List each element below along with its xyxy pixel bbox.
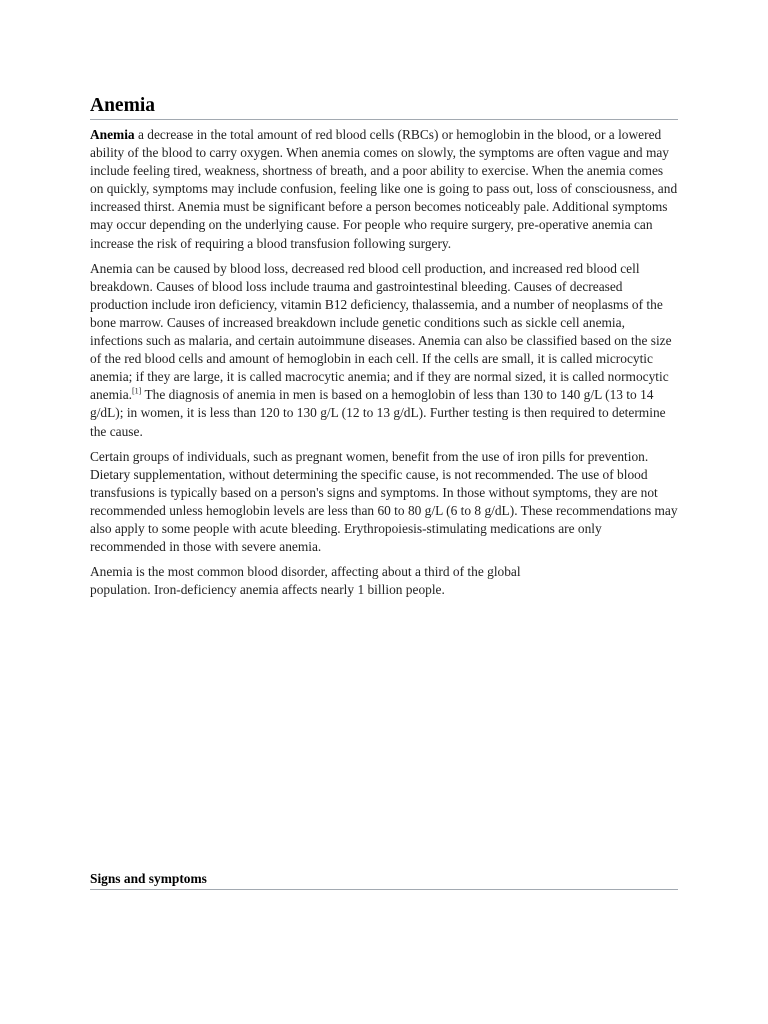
intro-term: Anemia [90, 127, 135, 142]
causes-text: Anemia can be caused by blood loss, decreased red blood cell production, and increased red blood cell breakdown. Causes of blood loss include trauma and gastrointestinal bleeding. Causes of decreased production include iron deficiency, vitamin B12 deficiency, thalassemia, and a number of neoplasms of the bone marrow. Causes of increased breakdown include genetic conditions such as sickle cell anemia, infections such as malaria, and certain autoimmune diseases. Anemia can also be classified based on the size of the red blood cells and amount of hemoglobin in each cell. If the cells are small, it is called microcytic anemia; if they are large, it is called macrocytic anemia; and if they are normal sized, it is called normocytic anemia. [90, 260, 672, 403]
treatment-paragraph: Certain groups of individuals, such as pregnant women, benefit from the use of iron pills for prevention. Dietary supplementation, without determining the specific cause, is not recommended. The use of blood transfusions is typically based on a person's signs and symptoms. In those without symptoms, they are not recommended unless hemoglobin levels are less than 60 to 80 g/L (6 to 8 g/dL). These recommendations may also apply to some people with acute bleeding. Erythropoiesis-stimulating medications are only recommended in those with severe anemia. [90, 448, 678, 555]
causes-paragraph [90, 260, 678, 441]
reference-link[interactable]: [1] [132, 386, 142, 396]
page-title: Anemia [90, 94, 678, 120]
section-heading-signs-and-symptoms: Signs and symptoms [90, 870, 678, 890]
intro-text: a decrease in the total amount of red blood cells (RBCs) or hemoglobin in the blood, or a lowered ability of the blood to carry oxygen. When anemia comes on slowly, the symptoms are often vague and may include feeling tired, weakness, shortness of breath, and a poor ability to exercise. When the anemia comes on quickly, symptoms may include confusion, feeling like one is going to pass out, loss of consciousness, and increased thirst. Anemia must be significant before a person becomes noticeably pale. Additional symptoms may occur depending on the underlying cause. For people who require surgery, pre-operative anemia can increase the risk of requiring a blood transfusion following surgery. [90, 127, 678, 251]
epidemiology-paragraph: Anemia is the most common blood disorder, affecting about a third of the global population. Iron-deficiency anemia affects nearly 1 billion people. [90, 564, 521, 598]
article-body [90, 126, 678, 606]
intro-paragraph [90, 126, 678, 253]
causes-text-continued: The diagnosis of anemia in men is based on a hemoglobin of less than 130 to 140 g/L (13 to 14 g/dL); in women, it is less than 120 to 130 g/L (12 to 13 g/dL). Further testing is then required to determine the cause. [90, 387, 666, 439]
